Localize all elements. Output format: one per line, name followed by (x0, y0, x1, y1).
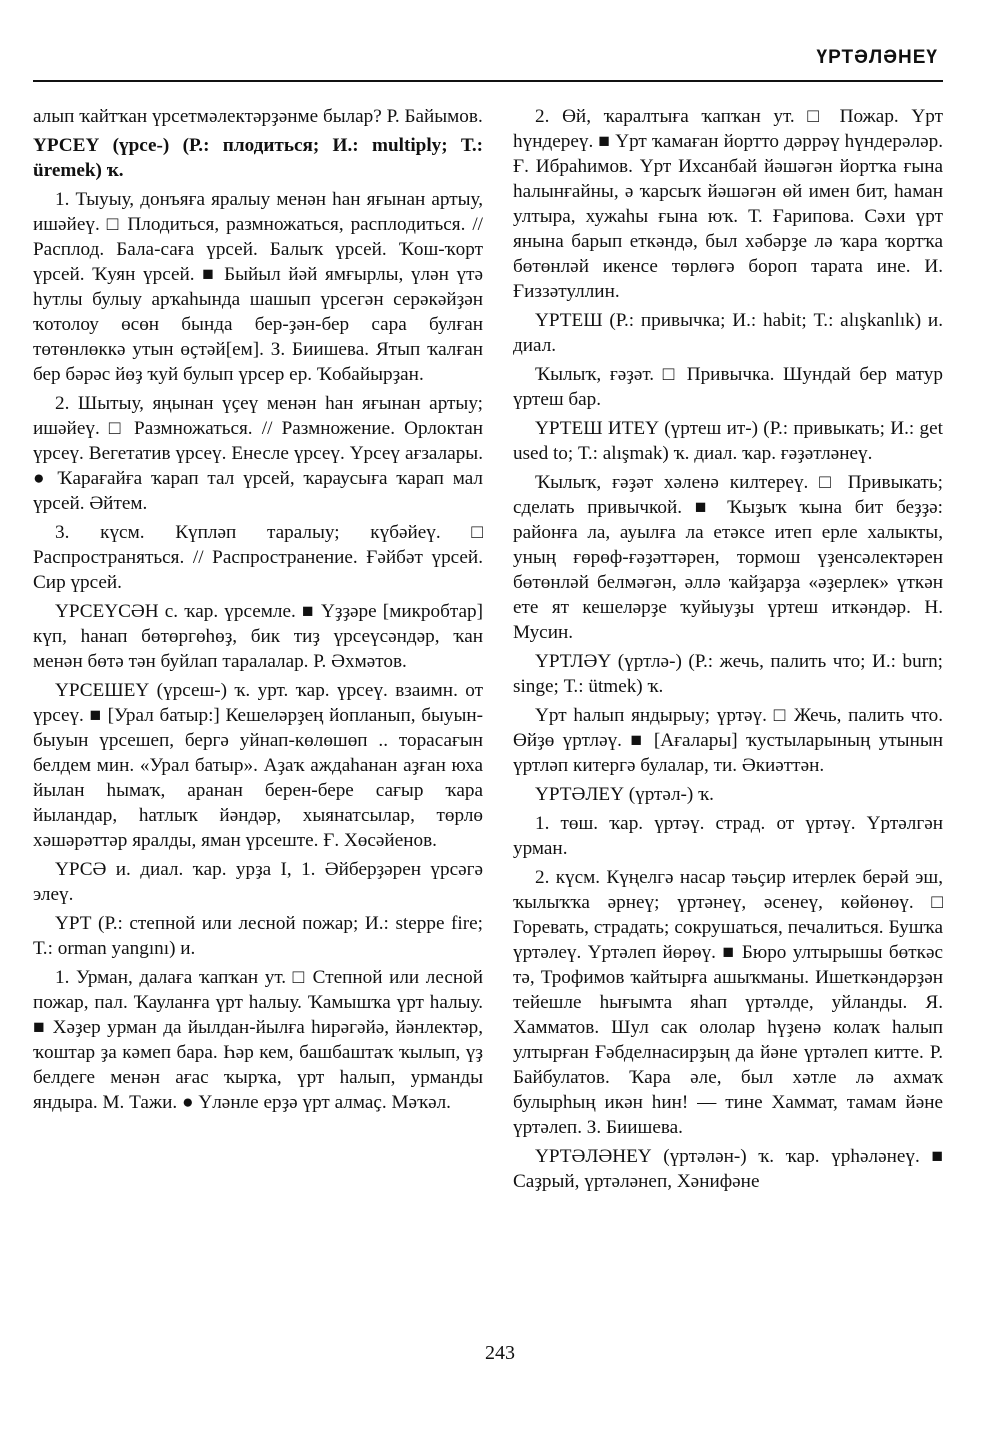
entry-sense: 2. Шытыу, яңынан үҫеү менән һан яғынан артыу; ишәйеү. □ Размножаться. // Размножение. Орлоктан үрсеү. Вегетатив үрсеү. Енесле үрсеү. Үрсеү ағзалары. ● Ҡарағайға ҡарап тал үрсей, ҡараусыға ҡарап мал үрсей. Әйтем. (33, 393, 483, 514)
entry-sense: 2. күсм. Күңелгә насар тәьҫир итерлек берәй эш, ҡылыҡҡа әрнеү; үртәнеү, әсенеү, көйөнөү. □ Горевать, страдать; сокрушаться, печалиться. Бушҡа үртәлеү. Үртәлеп йөрөү. ■ Бюро ултырышы бөткәс тә, Трофимов ҡайтырға ашыҡманы. Ишеткәндәрҙән тейешле һығымта яһап үртәлде, уйланды. Я. Хамматов. Шул сак ололар һүҙенә колаҡ һалып ултырған Ғәбделнасирҙың да йәне үртәлеп китте. Р. Байбулатов. Ҡара әле, был хәтле лә ахмаҡ булырһың икән һин! — тине Хаммат, тамам йәне үртәлеп. З. Биишева. (513, 867, 943, 1138)
entry-headword: ҮРТЕШ (Р.: привычка; И.: habit; Т.: alışkanlık) и. диал. (513, 310, 943, 356)
entry-headword: ҮРТӘЛЕҮ (үртәл-) ҡ. (535, 784, 714, 805)
entry-sense: 1. Тыуыу, донъяға яралыу менән һан яғынан артыу, ишәйеү. □ Плодиться, размножаться, расплодиться. // Расплод. Бала-саға үрсей. Балыҡ үрсей. Ҡош-ҡорт үрсей. Ҡуян үрсей. ■ Быйыл йәй ямғырлы, үлән үтә һутлы булыу арҡаһында шашып үрсегән серәкәйҙән ҡотолоу өсөн бында бер-ҙән-бер сара булған төтөнлөккә утын өҫтәй[ем]. З. Биишева. Ятып ҡалған бер бәрәс йөҙ ҡуй булып үрсер ер. Ҡобайырҙан. (33, 189, 483, 385)
entry-sense: Үрт һалып яндырыу; үртәү. □ Жечь, палить что. Өйҙө үртләү. ■ [Ағалары] ҡустыларының утынын үртләп китергә булалар, ти. Әкиәттән. (513, 705, 943, 776)
entry-sense: Ҡылыҡ, ғәҙәт хәленә килтереү. □ Привыкать; сделать привычкой. ■ Ҡыҙыҡ ҡына бит беҙҙә: районға ла, ауылға ла етәксе итеп ерле халыкты, уның ғөрөф-ғәҙәттәрен, тормош үҙенсәлектәрен бөтөнләй белмәгән, әллә ҡайҙарҙа «әҙерлек» үткән ете ят кешеләрҙе ҡуйыуҙы үртеш иткәндәр. Н. Мусин. (513, 472, 943, 643)
entry-headword: ҮРТЕШ ИТЕҮ (үртеш ит-) (Р.: привыкать; И.: get used to; Т.: alışmak) ҡ. диал. ҡар. ғәҙәтләнеү. (513, 418, 943, 464)
right-column (513, 104, 943, 1198)
entry-sense: 1. Урман, далаға ҡапҡан ут. □ Степной или лесной пожар, пал. Ҡауланға үрт һалыу. Ҡамышҡа үрт һалыу. ■ Хәҙер урман да йылдан-йылға һирәгәйә, йәнлектәр, ҡоштар ҙа кәмеп бара. Һәр кем, башбаштаҡ ҡылып, үҙ белдеге менән ағас ҡырҡа, үрт һалып, урманды яндыра. М. Тажи. ● Үләнле ерҙә үрт алмаҫ. Мәҡәл. (33, 967, 483, 1113)
entry-paragraph: ҮРСЕШЕҮ (үрсеш-) ҡ. урт. ҡар. үрсеү. взаимн. от үрсеү. ■ [Урал батыр:] Кешеләрҙең йопланып, быуын-быуын үрсешеп, бергә уйнап-көлөшөп .. торасағын белдем мин. «Урал батыр». Аҙаҡ аждаһанан аҙған юха йылан һымаҡ, аранан берен-бере сағыр ҡара йыландар, һатлыҡ йәндәр, хыянатсылар, төрлө хәшәрәттәр яралды, яман үрсеште. Ғ. Хөсәйенов. (33, 680, 483, 851)
entry-paragraph: ҮРТӘЛӘНЕҮ (үртәлән-) ҡ. ҡар. үрһәләнеү. ■ Саҙрый, үртәләнеп, Хәнифәне (513, 1146, 943, 1192)
entry-headword: ҮРТЛӘҮ (үртлә-) (Р.: жечь, палить что; И.: burn; singe; Т.: ütmek) ҡ. (513, 651, 943, 697)
running-head: ҮРТӘЛӘНЕҮ (816, 47, 938, 68)
entry-paragraph: ҮРТ (Р.: степной или лесной пожар; И.: steppe fire; Т.: orman yangını) и. (33, 913, 483, 959)
entry-paragraph: ҮРСӘ и. диал. ҡар. урҙа I, 1. Әйберҙәрен үрсәгә элеү. (33, 859, 483, 905)
entry-headword: ҮРСЕҮ (үрсе-) (Р.: плодиться; И.: multiply; Т.: üremek) ҡ. (33, 135, 483, 181)
entry-sense: 1. төш. ҡар. үртәү. страд. от үртәү. Үртәлгән урман. (513, 813, 943, 859)
entry-sense: 2. Өй, ҡаралтыға ҡапҡан ут. □ Пожар. Үрт һүндереү. ■ Үрт ҡамаған йортто дәррәү һүндерәләр. Ғ. Ибраһимов. Үрт Ихсанбай йәшәгән йортҡа ғына һалынғайны, ә ҡарсыҡ йәшәгән өй имен бит, һаман ултыра, хужаһы ғына юҡ. Т. Ғарипова. Сәхи үрт янына барып еткәндә, был хәбәрҙе лә ҡара ҡортҡа бөтөнләй икенсе төрлөгә бороп тарата ине. И. Ғиззәтуллин. (513, 106, 943, 302)
page-number: 243 (485, 1342, 515, 1364)
left-column (33, 104, 483, 1119)
entry-paragraph: ҮРСЕҮСӘН с. ҡар. үрсемле. ■ Үҙҙәре [микробтар] күп, һанап бөтөргөһөҙ, бик тиҙ үрсеүсәндәр, ҡан менән бөтә тән буйлап таралалар. Р. Әхмәтов. (33, 601, 483, 672)
header-rule (33, 80, 943, 82)
entry-continuation: алып ҡайтҡан үрсетмәлектәрҙәнме былар? Р. Байымов. (33, 106, 483, 127)
entry-sense: Ҡылыҡ, ғәҙәт. □ Привычка. Шундай бер матур үртеш бар. (513, 364, 943, 410)
entry-sense: 3. күсм. Күпләп таралыу; күбәйеү. □ Распространяться. // Распространение. Ғәйбәт үрсей. Сир үрсей. (33, 522, 483, 593)
